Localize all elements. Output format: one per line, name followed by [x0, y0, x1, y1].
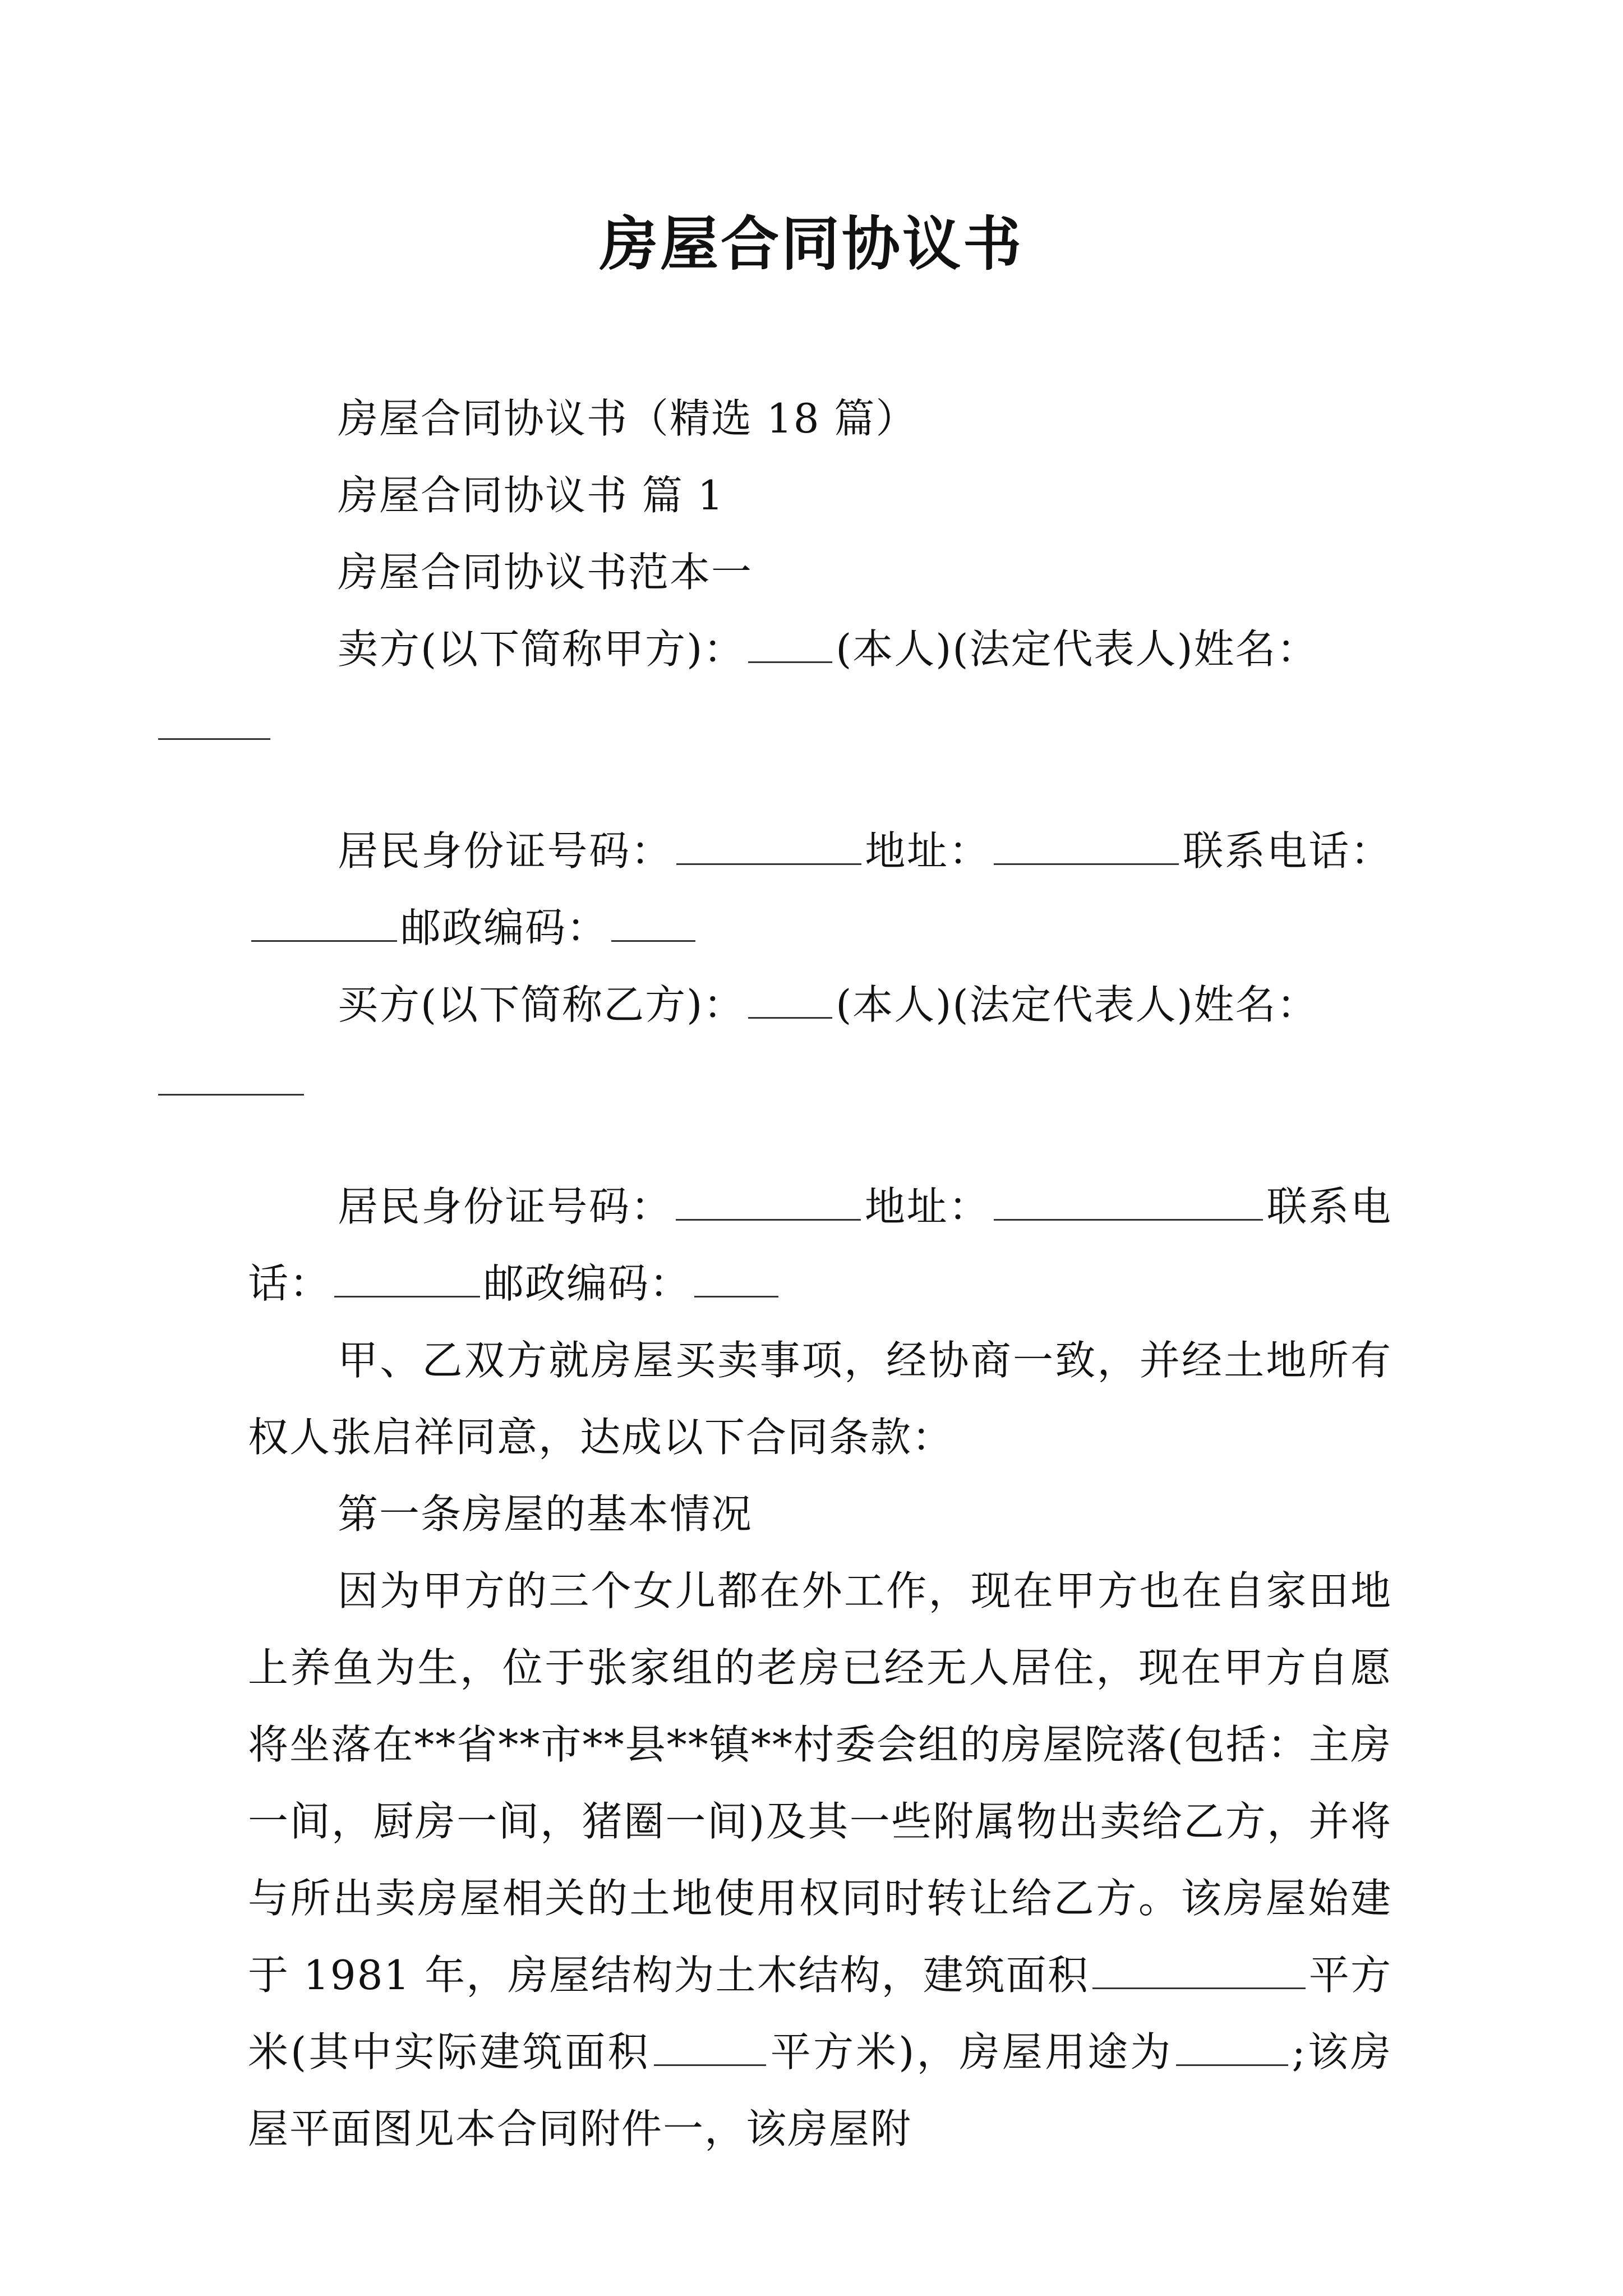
paragraph-seller [248, 611, 1392, 765]
buyer-postcode-label: 邮政编码： [483, 1260, 691, 1307]
seller-label: 卖方(以下简称甲方)： [338, 625, 745, 673]
seller-address-blank [994, 833, 1179, 865]
buyer-id-label: 居民身份证号码： [338, 1183, 673, 1230]
seller-name-label: (本人)(法定代表人)姓名： [836, 625, 1318, 673]
buyer-phone-label: 联系电话： [248, 1183, 1392, 1307]
buyer-postcode-blank [694, 1266, 778, 1297]
paragraph-seller-details [248, 813, 1392, 967]
buyer-address-blank [994, 1189, 1263, 1221]
document-title: 房屋合同协议书 [599, 209, 1023, 278]
seller-postcode-label: 邮政编码： [400, 904, 608, 951]
buyer-id-blank [676, 1189, 861, 1221]
building-area-blank [1092, 1957, 1306, 1989]
seller-phone-label: 联系电话： [1182, 827, 1392, 875]
property-plan-text: ;该房屋平面图见本合同附件一，该房屋附 [248, 2028, 1393, 2152]
paragraph-buyer-details [248, 1168, 1392, 1322]
paragraph-property-description [248, 1553, 1392, 2168]
buyer-name-blank [158, 1064, 304, 1096]
buyer-name-label: (本人)(法定代表人)姓名： [836, 981, 1318, 1028]
buyer-address-label: 地址： [864, 1183, 990, 1230]
paragraph-buyer [248, 967, 1392, 1120]
property-area-text: 平方米(其中实际建筑面积 [248, 1952, 1392, 2076]
paragraph-article-one-heading: 第一条房屋的基本情况 [338, 1490, 753, 1538]
buyer-blank [748, 987, 832, 1019]
paragraph-template-heading: 房屋合同协议书范本一 [338, 549, 753, 596]
buyer-label: 买方(以下简称乙方)： [338, 981, 745, 1028]
seller-blank [748, 631, 832, 663]
document-body [248, 380, 1392, 2168]
seller-id-blank [676, 833, 861, 865]
actual-area-blank [654, 2034, 766, 2066]
buyer-phone-blank [334, 1266, 480, 1297]
paragraph-agreement-intro: 甲、乙双方就房屋买卖事项，经协商一致，并经土地所有权人张启祥同意，达成以下合同条款： [248, 1337, 1392, 1461]
seller-postcode-blank [611, 910, 695, 942]
property-usage-text: 平方米)，房屋用途为 [769, 2028, 1173, 2076]
paragraph-section-heading: 房屋合同协议书 篇 1 [338, 472, 725, 519]
property-description-text: 因为甲方的三个女儿都在外工作，现在甲方也在自家田地上养鱼为生，位于张家组的老房已经无人居住，现在甲方自愿将坐落在**省**市**县**镇**村委会组的房屋院落(包括：主房一间，厨房一间，猪圈一间)及其一些附属物出卖给乙方，并将与所出卖房屋相关的土地使用权同时转让给乙方。该房屋始建于 1981 年，房屋结构为土木结构，建筑面积 [248, 1567, 1392, 1999]
seller-id-label: 居民身份证号码： [338, 827, 673, 875]
seller-address-label: 地址： [864, 827, 991, 875]
paragraph-subtitle: 房屋合同协议书（精选 18 篇） [338, 395, 917, 442]
seller-phone-blank [251, 910, 397, 942]
usage-blank [1176, 2034, 1288, 2066]
seller-name-blank [158, 708, 270, 740]
